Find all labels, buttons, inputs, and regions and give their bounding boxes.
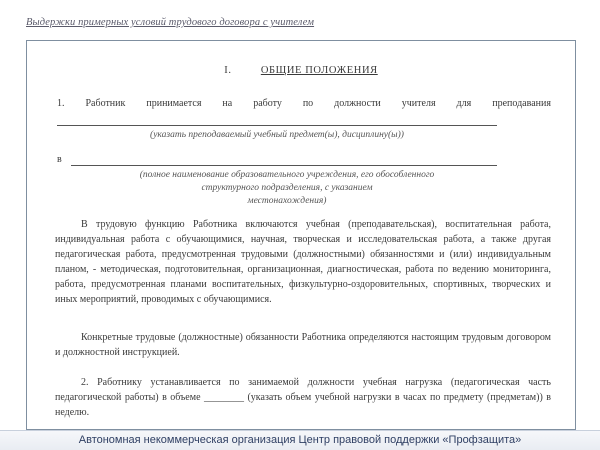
section-title: ОБЩИЕ ПОЛОЖЕНИЯ [260, 65, 378, 76]
subject-caption: (указать преподаваемый учебный предмет(ы), дисциплину(ы)) [150, 130, 404, 140]
word: 1. [57, 98, 65, 109]
section-heading [27, 65, 575, 76]
document-title-link[interactable]: Выдержки примерных условий трудового договора с учителем [26, 17, 315, 28]
fill-in-line [71, 165, 497, 166]
word: Работник [85, 98, 126, 109]
org-caption-line-3: местонахождения) [247, 196, 327, 206]
word: для [456, 98, 472, 109]
word: учителя [401, 98, 436, 109]
fill-in-line [57, 125, 497, 126]
paragraph-labor-function: В трудовую функцию Работника включаются учебная (преподавательская), воспитательная работа, индивидуальная работа с обучающимися, научная, творческая и исследовательская работа, а также другая педагогическая работа, предусмотренная трудовыми (должностными) обязанностями и (или) индивидуальным планом, - методическая, подготовительная, организационная, диагностическая, работа по ведению мониторинга, работа, предусмотренная планами воспитательных, физкультурно-оздоровительных, спортивных, творческих и иных мероприятий, проводимых с обучающимися. [55, 219, 551, 305]
org-caption-line-2: структурного подразделения, с указанием [201, 183, 373, 193]
word: работу [253, 98, 282, 109]
document-preview [26, 40, 576, 430]
org-caption-line-1: (полное наименование образовательного учреждения, его обособленного [139, 170, 435, 180]
word: по [302, 98, 314, 109]
word: преподавания [492, 98, 551, 109]
word: на [222, 98, 233, 109]
word: должности [334, 98, 381, 109]
preposition: в [57, 154, 62, 165]
paragraph-duties: Конкретные трудовые (должностные) обязанности Работника определяются настоящим трудовым договором и должностной инструкцией. [55, 332, 551, 358]
footer-organization: Автономная некоммерческая организация Центр правовой поддержки «Профзащита» [78, 434, 522, 446]
word: принимается [146, 98, 202, 109]
paragraph-workload: 2. Работнику устанавливается по занимаемой должности учебная нагрузка (педагогическая часть педагогической работы) в объеме ________ (указать объем учебной нагрузки в часах по предмету (предметам)) в неделю. [55, 377, 551, 418]
clause-1-first-line [57, 97, 551, 111]
section-number: I. [224, 65, 232, 76]
